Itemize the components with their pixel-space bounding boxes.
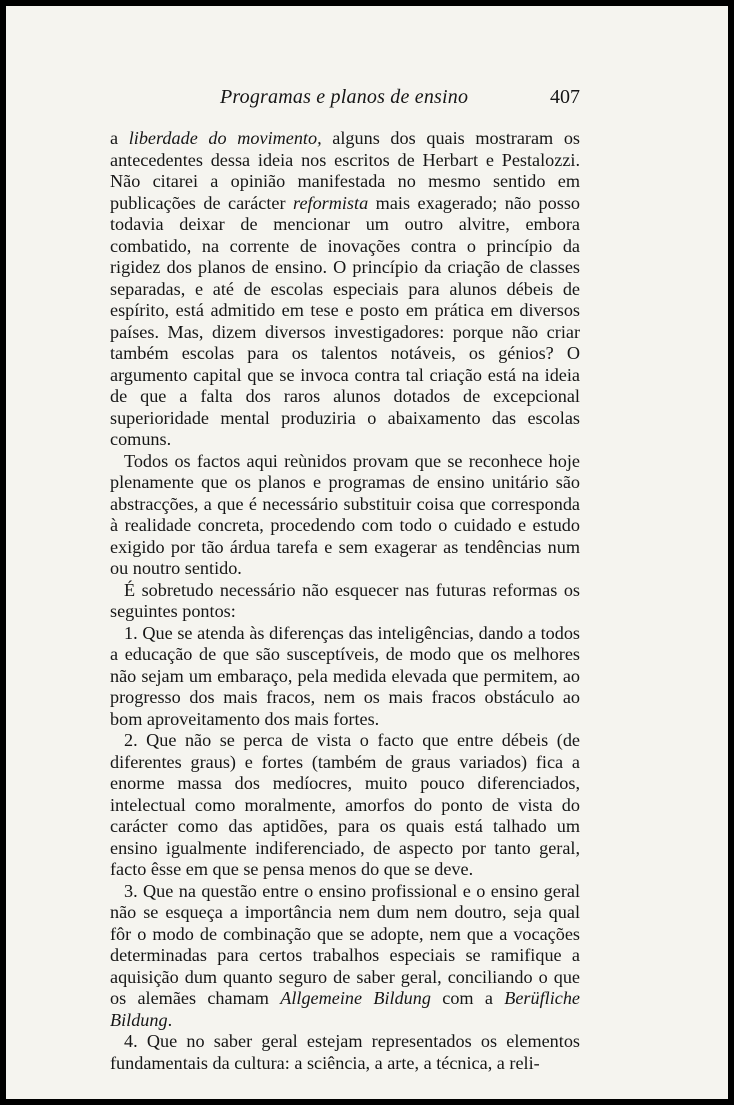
running-title: Programas e planos de ensino <box>220 86 469 108</box>
italic-term: Berüfliche Bildung <box>110 988 580 1030</box>
body-text <box>110 128 580 1074</box>
list-item: 4. Que no saber geral estejam representados os elementos fundamentais da cultura: a sciência, a arte, a técnica, a reli- <box>110 1031 580 1073</box>
list-item: 1. Que se atenda às diferenças das inteligências, dando a todos a educação de que são susceptíveis, de modo que os melhores não sejam um embaraço, pela medida elevada que permitem, ao progresso dos mais fracos, nem os mais fracos obstáculo ao bom aproveitamento dos mais fortes. <box>110 622 580 729</box>
italic-term: reformista <box>293 192 369 213</box>
paragraph: Todos os factos aqui reùnidos provam que se reconhece hoje plenamente que os planos e programas de ensino unitário são abstracções, a que é necessário substituir coisa que corresponda à realidade concreta, procedendo com todo o cuidado e estudo exigido por tão árdua tarefa e sem exagerar as tendências num ou noutro sentido. <box>110 450 580 578</box>
book-page <box>6 6 728 1099</box>
italic-term: liberdade do movimento, <box>128 128 322 148</box>
page-header <box>110 86 580 116</box>
list-item: 3. Que na questão entre o ensino profissional e o ensino geral não se esqueça a importância nem dum nem doutro, seja qual fôr o modo de combinação que se adopte, nem que a vocações determinadas para certos trabalhos especiais se ramifique a aquisição dum quanto seguro de saber geral, conciliando o que os alemães chamam Allgemeine Bildung com a Berüfliche Bildung. <box>110 880 580 1030</box>
paragraph-continued: a liberdade do movimento, alguns dos quais mostraram os antecedentes dessa ideia nos escritos de Herbart e Pestalozzi. Não citarei a opinião manifestada no mesmo sentido em publicações de carácter reformista mais exagerado; não posso todavia deixar de mencionar um outro alvitre, embora combatido, na corrente de inovações contra o princípio da rigidez dos planos de ensino. O princípio da criação de classes separadas, e até de escolas especiais para alunos débeis de espírito, está admitido em tese e posto em prática em diversos países. Mas, dizem diversos investigadores: porque não criar também escolas para os talentos notáveis, os génios? O argumento capital que se invoca contra tal criação está na ideia de que a falta dos raros alunos dotados de excepcional superioridade mental produziria o abaixamento das escolas comuns. <box>110 128 580 449</box>
list-item: 2. Que não se perca de vista o facto que entre débeis (de diferentes graus) e fortes (também de graus variados) fica a enorme massa dos medíocres, muito pouco diferenciados, intelectual como moralmente, amorfos do ponto de vista do carácter como das aptidões, para os quais está talhado um ensino igualmente indiferenciado, de aspecto por tanto geral, facto êsse em que se pensa menos do que se deve. <box>110 730 580 879</box>
page-number: 407 <box>550 86 580 108</box>
italic-term: Allgemeine Bildung <box>280 988 431 1008</box>
paragraph: É sobretudo necessário não esquecer nas futuras reformas os seguintes pontos: <box>110 579 580 621</box>
